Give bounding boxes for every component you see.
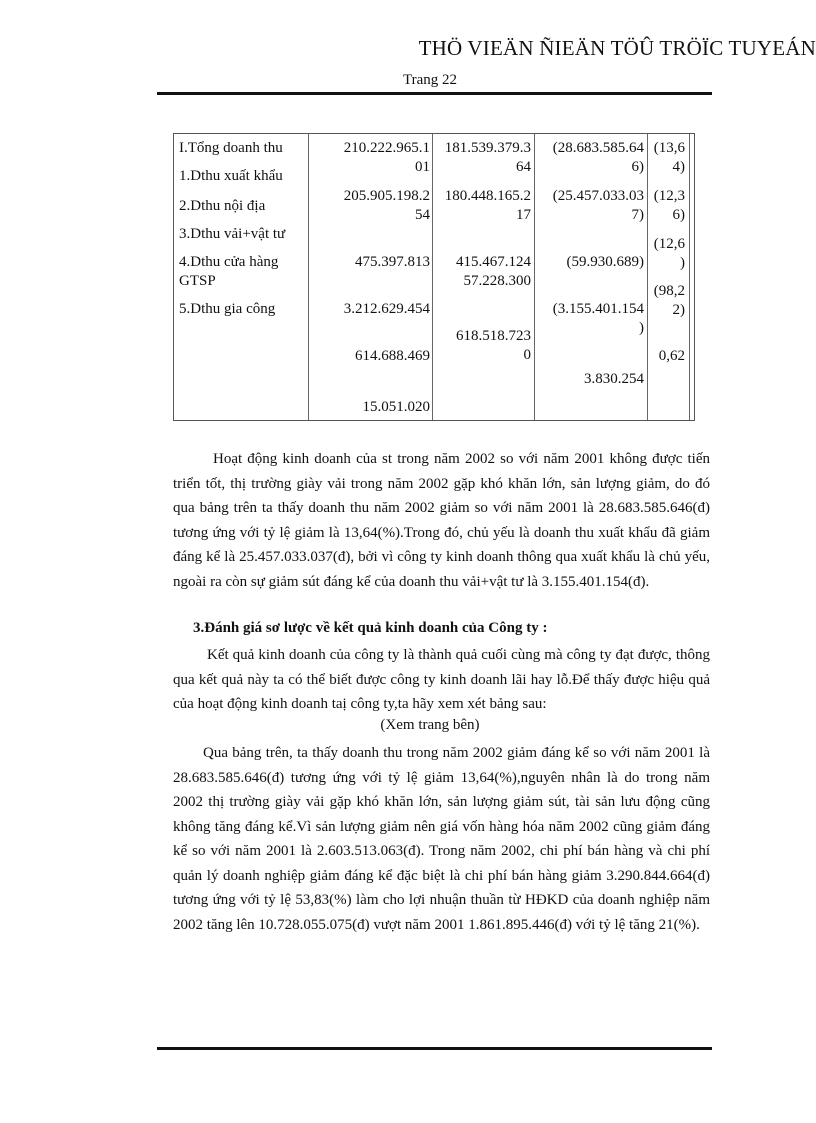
table-cell: 205.905.198.2 <box>343 188 430 204</box>
section-heading: 3.Đánh giá sơ lược về kết quả kinh doanh của Công ty : <box>193 620 548 636</box>
table-cell: (25.457.033.03 <box>552 188 644 204</box>
paragraph-text: Qua bảng trên, ta thấy doanh thu trong năm 2002 giảm đáng kể so với năm 2001 là 28.683.585.646(đ) tương ứng với tỷ lệ giảm 13,64(%),nguyên nhân là do trong năm 2002 thị trường giày vải gặp khó khăn lớn, sản lượng giảm sút, tài sản lưu động cũng không tăng đáng kể.Vì sản lượng giảm nên giá vốn hàng hóa năm 2002 cũng giảm đáng kể so với năm 2001 là 2.603.513.063(đ). Trong năm 2002, chi phí bán hàng và chi phí quản lý doanh nghiệp giảm đáng kể đặc biệt là chi phí bán hàng giảm 3.290.844.664(đ) tương ứng với tỷ lệ 53,83(%) làm cho lợi nhuận thuần từ HĐKD của doanh nghiệp năm 2002 tăng lên 10.728.055.075(đ) vượt năm 2001 1.861.895.446(đ) với tỷ lệ tăng 21(%). <box>173 745 710 933</box>
table-cell: ) <box>680 255 685 271</box>
table-cell: (28.683.585.64 <box>552 140 644 156</box>
paragraph-results-intro <box>173 643 710 717</box>
table-cell: 01 <box>415 159 430 175</box>
table-cell: 7) <box>631 207 644 223</box>
table-cell: 15.051.020 <box>362 399 430 415</box>
table-cell: 180.448.165.2 <box>444 188 531 204</box>
table-cell: 17 <box>516 207 531 223</box>
table-cell: (13,6 <box>653 140 685 156</box>
table-cell: (59.930.689) <box>566 254 644 270</box>
table-cell: 6) <box>672 207 685 223</box>
row-label-store-revenue: 4.Dthu cửa hàng <box>179 254 279 270</box>
table-cell: 54 <box>415 207 430 223</box>
header-title: THÖ VIEÄN ÑIEÄN TÖÛ TRÖÏC TUYEÁN <box>418 36 816 60</box>
table-cell: 210.222.965.1 <box>343 140 430 156</box>
row-label-fabric-revenue: 3.Dthu vải+vật tư <box>179 226 286 242</box>
table-cell: 3.212.629.454 <box>343 301 430 317</box>
revenue-table <box>173 133 695 421</box>
table-cell: 415.467.124 <box>456 254 531 270</box>
column-divider <box>689 134 690 420</box>
table-cell: (3.155.401.154 <box>552 301 644 317</box>
paragraph-text: Kết quả kinh doanh của công ty là thành quả cuối cùng mà công ty đạt được, thông qua kết quả này ta có thể biết được công ty kinh doanh lãi hay lỗ.Để thấy được hiệu quả của hoạt động kinh doanh taị công ty,ta hãy xem xét bảng sau: <box>173 647 710 712</box>
table-cell: 0,62 <box>658 348 685 364</box>
paragraph-revenue-analysis <box>173 447 710 594</box>
table-cell: ) <box>639 320 644 336</box>
row-label-processing-revenue: 5.Dthu gia công <box>179 301 276 317</box>
table-cell: 57.228.300 <box>463 273 531 289</box>
table-cell: 181.539.379.3 <box>444 140 531 156</box>
table-cell: (12,3 <box>653 188 685 204</box>
table-cell: 475.397.813 <box>355 254 430 270</box>
page-number: Trang 22 <box>402 72 458 88</box>
table-cell: 614.688.469 <box>355 348 430 364</box>
column-divider <box>647 134 648 420</box>
table-cell: (12,6 <box>653 236 685 252</box>
table-cell: 0 <box>523 347 531 363</box>
row-label-store-revenue-cont: GTSP <box>179 273 216 289</box>
table-cell: 4) <box>672 159 685 175</box>
table-cell: 64 <box>516 159 531 175</box>
see-next-page-note: (Xem trang bên) <box>380 717 480 733</box>
table-cell: 6) <box>631 159 644 175</box>
header-rule <box>157 92 712 95</box>
paragraph-text: Hoạt động kinh doanh của st trong năm 2002 so với năm 2001 không được tiến triển tốt, thị trường giày vải trong năm 2002 gặp khó khăn lớn, sản lượng giảm, do đó qua bảng trên ta thấy doanh thu năm 2002 giảm so với năm 2001 là 28.683.585.646(đ) tương ứng với tỷ lệ giảm là 13,64(%).Trong đó, chủ yếu là doanh thu xuất khẩu đã giảm đáng kể là 25.457.033.037(đ), bởi vì công ty kinh doanh thông qua xuất khẩu là chủ yếu, ngoài ra còn sự giảm sút đáng kể của doanh thu vải+vật tư là 3.155.401.154(đ). <box>173 451 710 590</box>
row-label-domestic-revenue: 2.Dthu nội địa <box>179 198 266 214</box>
table-cell: 3.830.254 <box>584 371 644 387</box>
footer-rule <box>157 1047 712 1050</box>
table-cell: 618.518.723 <box>456 328 531 344</box>
paragraph-results-analysis <box>173 741 710 937</box>
table-cell: (98,2 <box>653 283 685 299</box>
row-label-total-revenue: I.Tổng doanh thu <box>179 140 283 156</box>
row-label-export-revenue: 1.Dthu xuất khẩu <box>179 168 283 184</box>
table-cell: 2) <box>672 302 685 318</box>
